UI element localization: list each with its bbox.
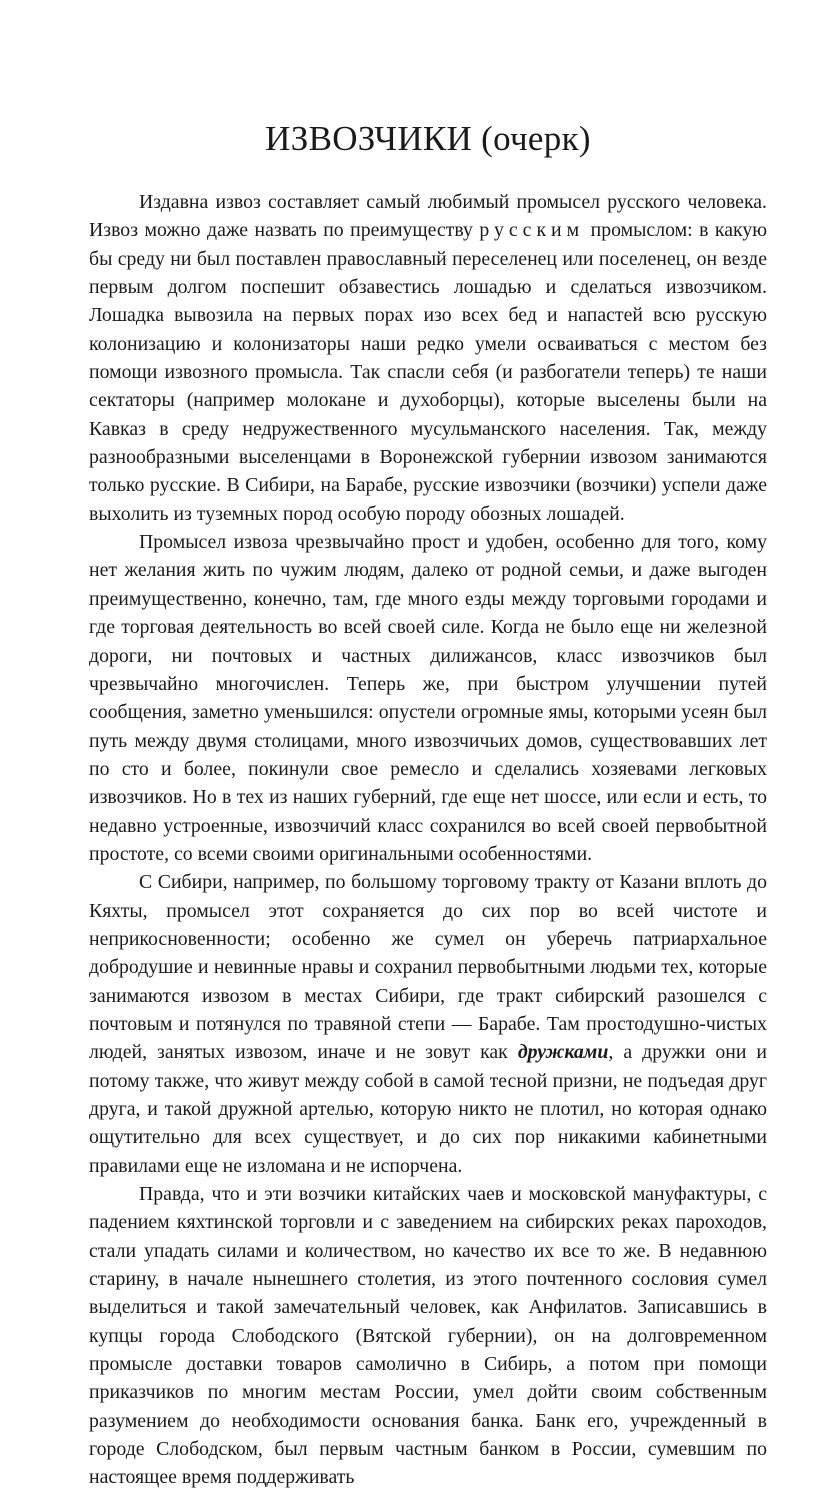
paragraph-2: Промысел извоза чрезвычайно прост и удобен, особенно для того, кому нет желания жить по чужим людям, далеко от родной семьи, и даже выгоден преимущественно, конечно, там, где много езды между торговыми городами и где торговая деятельность во всей своей силе. Когда не было еще ни железной дороги, ни почтовых и частных дилижансов, класс извозчиков был чрезвычайно многочислен. Теперь же, при быстром улучшении путей сообщения, заметно уменьшился: опустели огромные ямы, которыми усеян был путь между двумя столицами, много извозчичьих домов, существовавших лет по сто и более, покинули свое ремесло и сделались хозяевами легковых извозчиков. Но в тех из наших губерний, где еще нет шоссе, или если и есть, то недавно устроенные, извозчичий класс сохранился во всей своей первобытной простоте, со всеми своими оригинальными особенностями. [89, 531, 767, 865]
emphasized-word-druzhki: дружками [517, 1041, 609, 1064]
paragraph-1-text-b: промыслом: в какую бы среду ни был поставлен православный переселенец или поселенец, он везде первым долгом поспешит обзавестись лошадью и сделаться извозчиком. Лошадка вывозила на первых порах изо всех бед и напастей всю русскую колонизацию и колонизаторы наши редко умели осваиваться с местом без помощи извозного промысла. Так спасли себя (и разбогатели теперь) те наши сектаторы (например молокане и духоборцы), которые выселены были на Кавказ в среду недружественного мусульманского населения. Так, между разнообразными выселенцами в Воронежской губернии извозом занимаются только русские. В Сибири, на Барабе, русские извозчики (возчики) успели даже выхолить из туземных пород особую породу обозных лошадей. [89, 219, 767, 525]
paragraph-3-text-a: С Сибири, например, по большому торговому тракту от Казани вплоть до Кяхты, промысел этот сохраняется до сих пор во всей чистоте и неприкосновенности; особенно же сумел он уберечь патриархальное добродушие и невинные нравы и сохранил первобытными людьми тех, которые занимаются извозом в местах Сибири, где тракт сибирский разошелся с почтовым и потянулся по травяной степи — Барабе. Там простодушно-чистых людей, занятых извозом, иначе и не зовут как [89, 871, 767, 1064]
body-text [89, 188, 767, 1492]
paragraph-3-text-b: , а дружки они и потому также, что живут между собой в самой тесной призни, не подъедая друг друга, и такой дружной артелью, которую никто не плотил, но которая однако ощутительно для всех существует, и до сих пор никакими кабинетными правилами еще не изломана и не испорчена. [89, 1041, 768, 1177]
chapter-title: ИЗВОЗЧИКИ (очерк) [265, 119, 591, 158]
page-content [89, 118, 767, 1492]
paragraph-1 [89, 188, 767, 528]
paragraph-3 [89, 868, 767, 1180]
emphasized-word-russian: русским [479, 219, 585, 242]
paragraph-1-text-a: Издавна извоз составляет самый любимый промысел русского человека. Извоз можно даже назвать по преимуществу [89, 191, 767, 242]
paragraph-4: Правда, что и эти возчики китайских чаев и московской мануфактуры, с падением кяхтинской торговли и с заведением на сибирских реках пароходов, стали упадать силами и количеством, но качество их все то же. В недавнюю старину, в начале нынешнего столетия, из этого почтенного сословия сумел выделиться и такой замечательный человек, как Анфилатов. Записавшись в купцы города Слободского (Вятской губернии), он на долговременном промысле доставки товаров самолично в Сибирь, а потом при помощи приказчиков по многим местам России, умел дойти своим собственным разумением до необходимости основания банка. Банк его, учрежденный в городе Слободском, был первым частным банком в России, сумевшим по настоящее время поддерживать [89, 1183, 767, 1489]
